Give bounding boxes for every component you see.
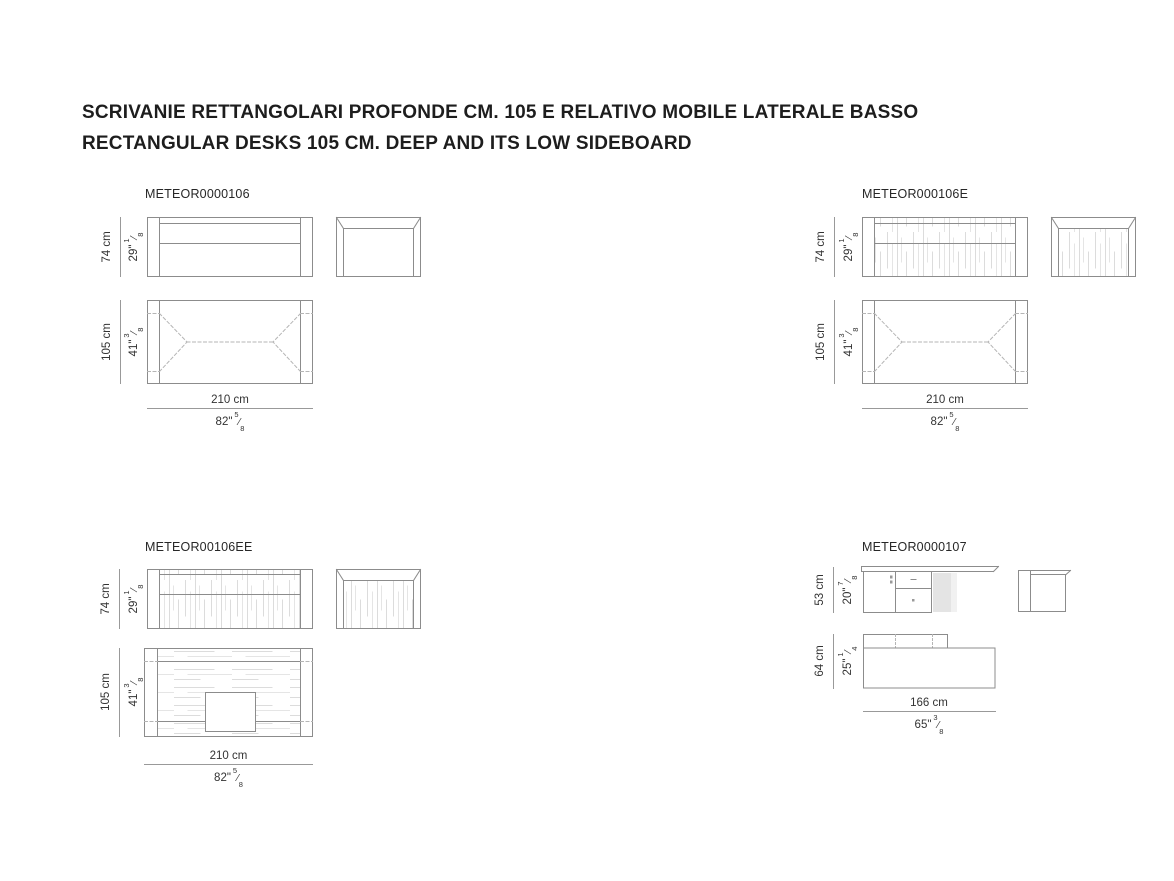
inch-value: 82" bbox=[930, 415, 948, 428]
fraction-numerator: 1 bbox=[122, 590, 131, 595]
depth-cm-label: 105 cm bbox=[101, 323, 113, 361]
meteor000106e-side-view bbox=[1052, 218, 1136, 277]
meteor0000106-drawing bbox=[121, 218, 421, 409]
meteor00106ee-front-view bbox=[148, 570, 313, 629]
fraction-denominator: 8 bbox=[939, 727, 944, 737]
fraction-denominator: 4 bbox=[850, 646, 860, 651]
inch-value: 82" bbox=[214, 771, 231, 784]
meteor000106e-top-view bbox=[863, 301, 1028, 384]
fraction-denominator: 8 bbox=[850, 575, 860, 580]
meteor0000107-dimension-lines bbox=[834, 568, 996, 712]
meteor00106ee-drawing bbox=[120, 570, 421, 765]
page-title bbox=[82, 97, 918, 159]
inch-value: 65" bbox=[914, 718, 932, 731]
fraction-slash: ⁄ bbox=[128, 681, 140, 684]
fraction-slash: ⁄ bbox=[937, 719, 940, 731]
fraction-numerator: 5 bbox=[232, 766, 238, 775]
meteor0000107-drawing bbox=[834, 567, 1071, 712]
inch-value: 41" bbox=[842, 339, 855, 357]
inch-value: 82" bbox=[215, 415, 233, 428]
fraction-slash: ⁄ bbox=[843, 331, 855, 334]
inch-value: 29" bbox=[127, 244, 140, 262]
fraction-slash: ⁄ bbox=[843, 236, 855, 239]
fraction-numerator: 1 bbox=[122, 238, 131, 243]
fraction-numerator: 1 bbox=[837, 238, 846, 243]
meteor00106ee-side-view bbox=[337, 570, 421, 629]
fraction-denominator: 8 bbox=[136, 677, 146, 682]
fraction-numerator: 7 bbox=[836, 581, 845, 586]
width-cm-label: 210 cm bbox=[209, 750, 248, 762]
height-cm-label: 53 cm bbox=[814, 574, 826, 606]
meteor0000107-front-view bbox=[862, 567, 999, 613]
fraction-numerator: 3 bbox=[837, 333, 846, 338]
fraction-denominator: 8 bbox=[240, 424, 245, 434]
inch-value: 20" bbox=[841, 587, 854, 605]
fraction-denominator: 8 bbox=[955, 424, 960, 434]
fraction-denominator: 8 bbox=[136, 232, 146, 237]
fraction-slash: ⁄ bbox=[128, 236, 140, 239]
width-cm-label: 210 cm bbox=[926, 394, 964, 406]
meteor0000107-top-view bbox=[864, 635, 996, 689]
fraction-numerator: 3 bbox=[122, 683, 131, 688]
product-code-label: METEOR0000106 bbox=[145, 187, 250, 201]
fraction-denominator: 8 bbox=[851, 232, 861, 237]
fraction-numerator: 5 bbox=[949, 410, 954, 419]
fraction-numerator: 3 bbox=[122, 333, 131, 338]
title-line-english: RECTANGULAR DESKS 105 CM. DEEP AND ITS LOW SIDEBOARD bbox=[82, 133, 692, 154]
fraction-slash: ⁄ bbox=[238, 416, 241, 428]
fraction-slash: ⁄ bbox=[842, 650, 854, 653]
meteor00106ee-top-view bbox=[145, 649, 313, 737]
width-cm-label: 166 cm bbox=[910, 697, 948, 709]
fraction-denominator: 8 bbox=[136, 584, 146, 589]
fraction-slash: ⁄ bbox=[237, 772, 239, 784]
fraction-numerator: 1 bbox=[836, 652, 845, 657]
height-cm-label: 74 cm bbox=[101, 231, 113, 263]
height-cm-label: 74 cm bbox=[815, 231, 827, 263]
fraction-denominator: 8 bbox=[851, 327, 861, 332]
height-cm-label: 74 cm bbox=[100, 583, 112, 615]
fraction-slash: ⁄ bbox=[842, 579, 854, 582]
fraction-numerator: 3 bbox=[933, 713, 938, 722]
meteor0000106-top-view bbox=[148, 301, 313, 384]
depth-cm-label: 64 cm bbox=[814, 645, 826, 677]
depth-cm-label: 105 cm bbox=[815, 323, 827, 361]
fraction-slash: ⁄ bbox=[128, 588, 140, 591]
inch-value: 29" bbox=[842, 244, 855, 262]
fraction-slash: ⁄ bbox=[953, 416, 956, 428]
product-code-label: METEOR000106E bbox=[862, 187, 969, 201]
inch-value: 41" bbox=[127, 339, 140, 357]
fraction-denominator: 8 bbox=[238, 780, 243, 790]
meteor000106e-front-view bbox=[863, 218, 1028, 277]
fraction-denominator: 8 bbox=[136, 327, 146, 332]
width-cm-label: 210 cm bbox=[211, 394, 249, 406]
meteor000106e-drawing bbox=[835, 218, 1136, 409]
meteor0000106-front-view bbox=[148, 218, 313, 277]
product-code-label: METEOR00106EE bbox=[145, 540, 253, 554]
product-code-label: METEOR0000107 bbox=[862, 540, 967, 554]
depth-cm-label: 105 cm bbox=[100, 673, 112, 711]
inch-value: 25" bbox=[841, 658, 854, 676]
fraction-numerator: 5 bbox=[234, 410, 239, 419]
meteor0000107-side-view bbox=[1019, 571, 1071, 612]
inch-value: 29" bbox=[127, 596, 140, 614]
title-line-italian: SCRIVANIE RETTANGOLARI PROFONDE CM. 105 E RELATIVO MOBILE LATERALE BASSO bbox=[82, 102, 919, 123]
fraction-slash: ⁄ bbox=[128, 331, 140, 334]
inch-value: 41" bbox=[127, 689, 140, 707]
meteor0000106-side-view bbox=[337, 218, 421, 277]
